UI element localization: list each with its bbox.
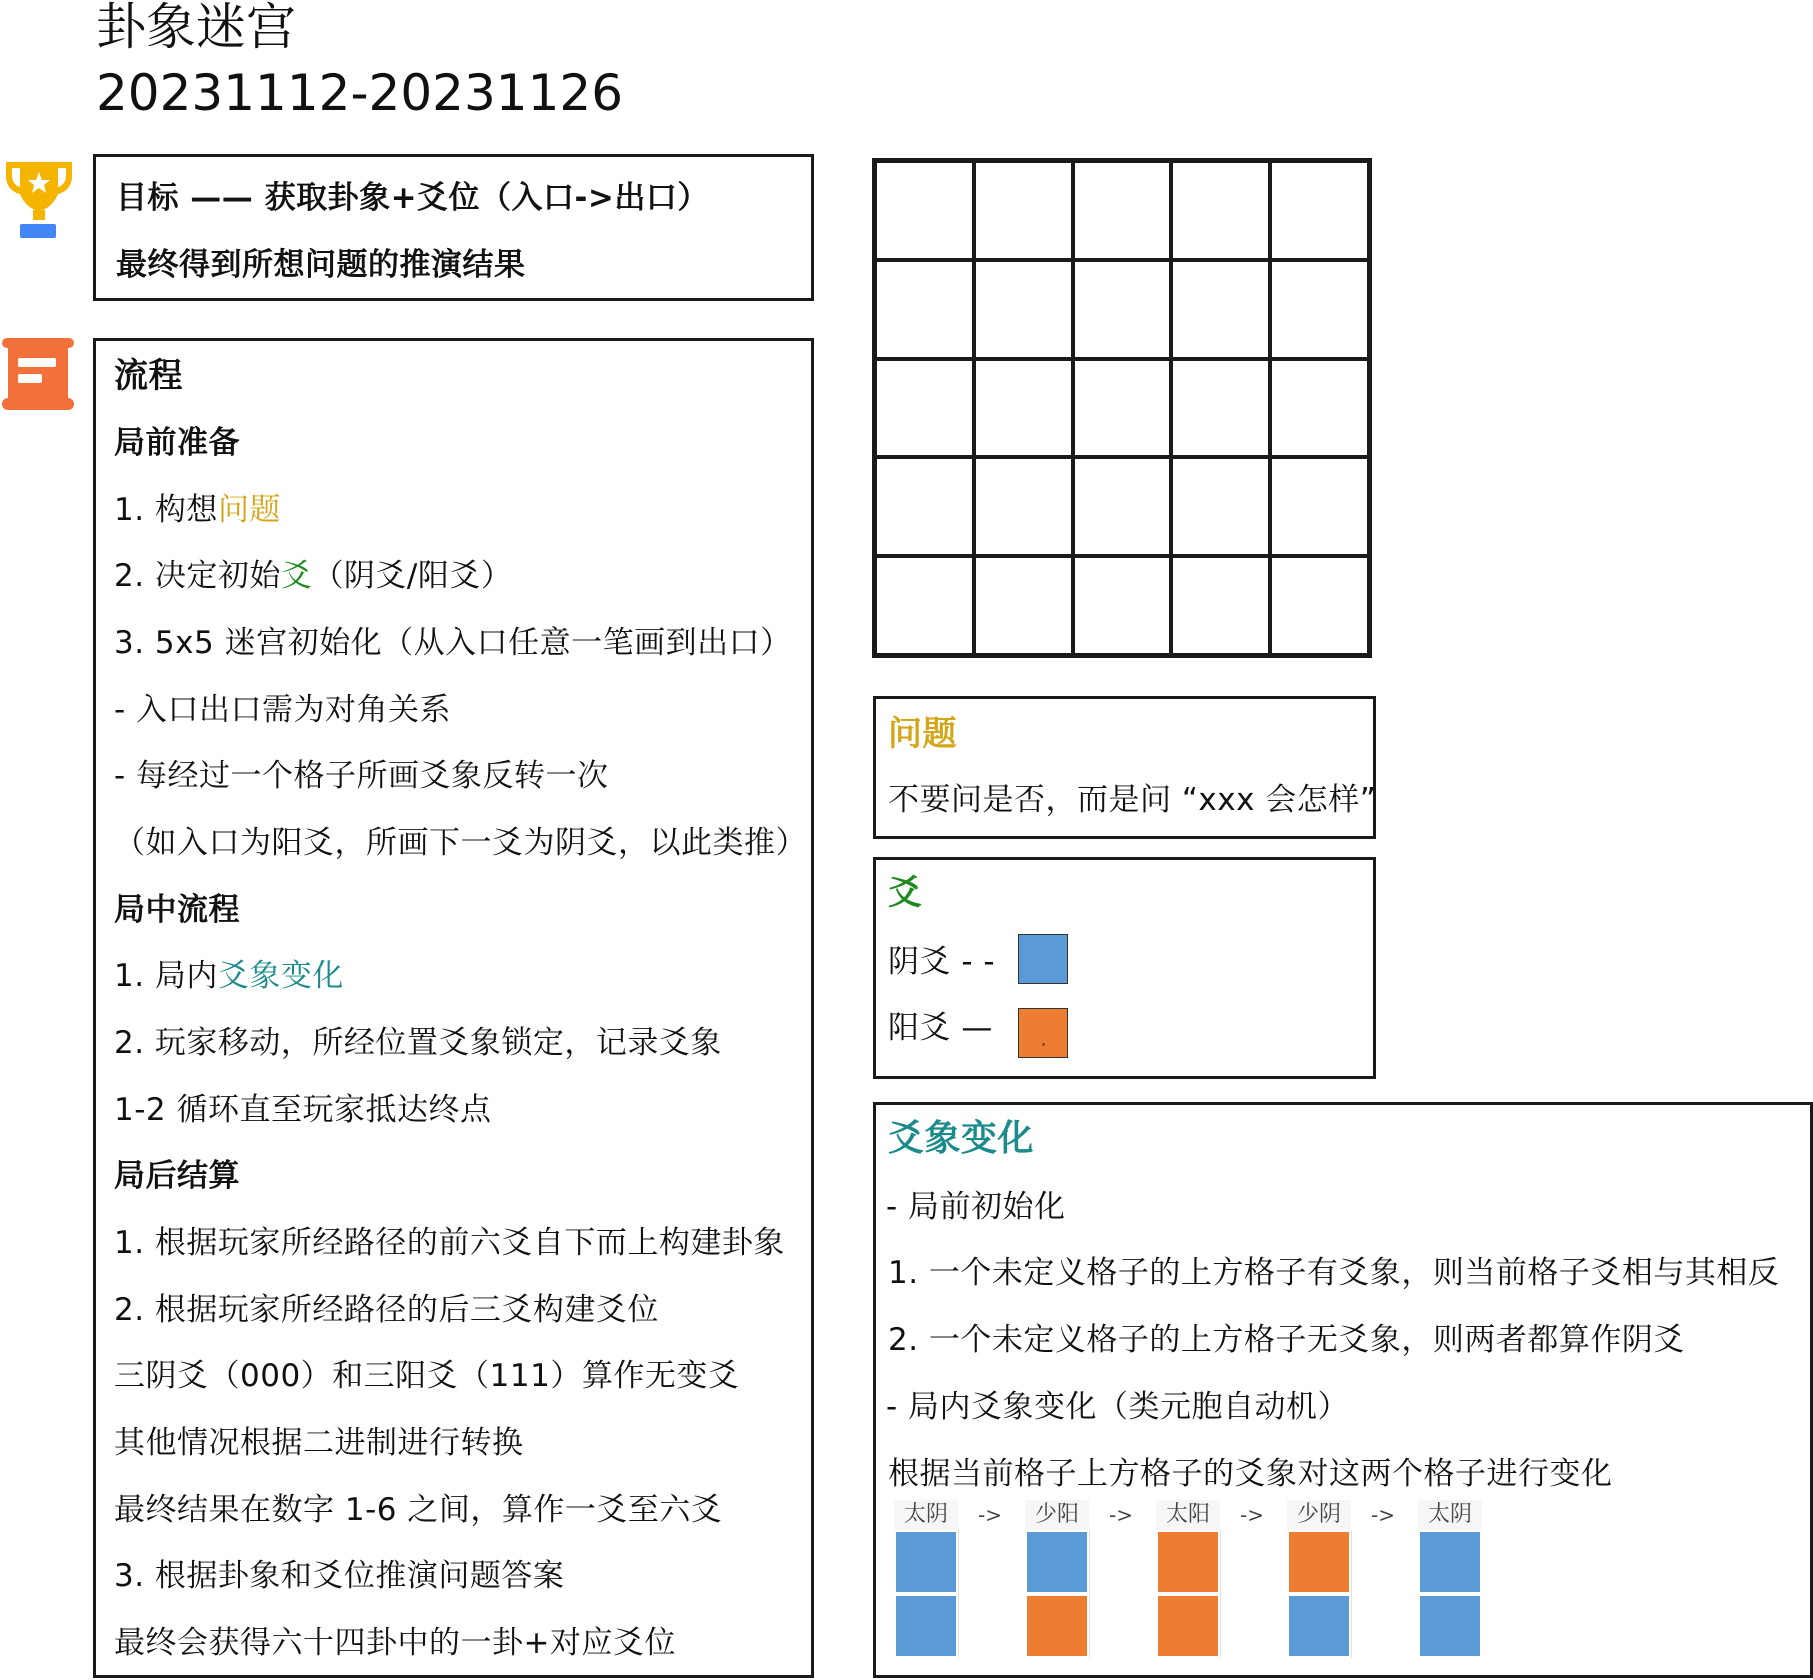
rule-1: 1. 一个未定义格子的上方格子有爻象，则当前格子爻相与其相反 [888,1255,1780,1291]
maze-cell[interactable] [875,161,974,260]
rule-2: 2. 一个未定义格子的上方格子无爻象，则两者都算作阴爻 [888,1322,1685,1358]
state-cell-top [1287,1530,1351,1594]
state-label: 太阴 [1418,1500,1482,1530]
post-heading: 局后结算 [114,1158,240,1194]
maze-cell[interactable] [1073,161,1172,260]
state-cell-bottom [894,1594,958,1658]
maze-cell[interactable] [1171,556,1270,655]
state-cell-bottom [1287,1594,1351,1658]
transition-arrow: -> [1240,1503,1264,1527]
yang-swatch [1018,1008,1068,1058]
question-title: 问题 [888,714,957,754]
maze-cell[interactable] [875,359,974,458]
maze-cell[interactable] [1270,556,1369,655]
maze-cell[interactable] [875,556,974,655]
pre-step-2: 2. 决定初始爻（阴爻/阳爻） [114,558,513,594]
yin-swatch [1018,934,1068,984]
state-cell-bottom [1156,1594,1220,1658]
mid-step-1: 1. 局内爻象变化 [114,958,344,994]
pre-heading: 局前准备 [114,425,240,461]
maze-cell[interactable] [1171,161,1270,260]
state-cell-bottom [1418,1594,1482,1658]
maze-cell[interactable] [875,260,974,359]
yao-box [873,857,1376,1079]
pre-step-1: 1. 构想问题 [114,492,281,528]
post-step-1: 1. 根据玩家所经路径的前六爻自下而上构建卦象 [114,1225,785,1261]
mid-step-2: 2. 玩家移动，所经位置爻象锁定，记录爻象 [114,1025,722,1061]
state-cell-top [1025,1530,1089,1594]
transition-arrow: -> [1371,1503,1395,1527]
yao-highlight: 爻 [280,558,313,594]
maze-cell[interactable] [974,260,1073,359]
scroll-icon [0,338,76,412]
question-box [873,696,1376,839]
maze-cell[interactable] [1270,457,1369,556]
transition-arrow: -> [978,1503,1002,1527]
post-step-2-note-3: 最终结果在数字 1-6 之间，算作一爻至六爻 [114,1492,723,1528]
post-step-2: 2. 根据玩家所经路径的后三爻构建爻位 [114,1292,659,1328]
goal-line-2: 最终得到所想问题的推演结果 [116,247,526,283]
mid-heading: 局中流程 [114,892,240,928]
maze-cell[interactable] [1171,359,1270,458]
pre-step-3: 3. 5x5 迷宫初始化（从入口任意一笔画到出口） [114,625,792,661]
maze-cell[interactable] [1270,161,1369,260]
maze-cell[interactable] [1073,556,1172,655]
state-cell-top [1418,1530,1482,1594]
state-label: 少阳 [1025,1500,1089,1530]
post-step-3: 3. 根据卦象和爻位推演问题答案 [114,1558,565,1594]
trophy-icon [0,154,78,240]
maze-grid [872,158,1372,658]
state-cell-top [894,1530,958,1594]
maze-cell[interactable] [1073,260,1172,359]
state-cell-top [1156,1530,1220,1594]
state-label: 少阴 [1287,1500,1351,1530]
pre-step-3-note-1: - 入口出口需为对角关系 [114,692,452,728]
maze-cell[interactable] [974,161,1073,260]
maze-cell[interactable] [1270,359,1369,458]
maze-cell[interactable] [974,457,1073,556]
flow-heading: 流程 [114,356,183,396]
yin-label: 阴爻 - - [888,944,996,980]
state-cell-bottom [1025,1594,1089,1658]
yang-label: 阳爻 — [888,1010,993,1046]
init-heading: - 局前初始化 [886,1189,1066,1225]
page-title: 卦象迷宫 [96,0,296,56]
maze-cell[interactable] [1073,359,1172,458]
change-highlight: 爻象变化 [217,958,344,994]
post-step-2-note-2: 其他情况根据二进制进行转换 [114,1425,524,1461]
state-label: 太阴 [894,1500,958,1530]
yao-title: 爻 [888,873,923,913]
post-step-3-note: 最终会获得六十四卦中的一卦+对应爻位 [114,1625,676,1661]
state-label: 太阳 [1156,1500,1220,1530]
maze-cell[interactable] [875,457,974,556]
change-title: 爻象变化 [888,1118,1035,1159]
question-highlight: 问题 [217,492,281,528]
goal-line-1: 目标 —— 获取卦象+爻位（入口->出口） [116,180,709,216]
maze-cell[interactable] [1073,457,1172,556]
maze-cell[interactable] [1270,260,1369,359]
maze-cell[interactable] [974,556,1073,655]
pre-step-3-note-2: - 每经过一个格子所画爻象反转一次 [114,758,609,794]
inner-text: 根据当前格子上方格子的爻象对这两个格子进行变化 [888,1456,1613,1492]
post-step-2-note-1: 三阴爻（000）和三阳爻（111）算作无变爻 [114,1358,740,1394]
date-range: 20231112-20231126 [96,64,624,122]
flow-box [93,338,814,1678]
pre-step-3-note-3: （如入口为阳爻，所画下一爻为阴爻，以此类推） [114,825,807,861]
question-text: 不要问是否，而是问 “xxx 会怎样” [888,782,1377,818]
inner-heading: - 局内爻象变化（类元胞自动机） [886,1389,1350,1425]
maze-cell[interactable] [974,359,1073,458]
goal-box [93,154,814,301]
maze-cell[interactable] [1171,260,1270,359]
maze-cell[interactable] [1171,457,1270,556]
mid-step-3: 1-2 循环直至玩家抵达终点 [114,1092,492,1128]
transition-arrow: -> [1109,1503,1133,1527]
